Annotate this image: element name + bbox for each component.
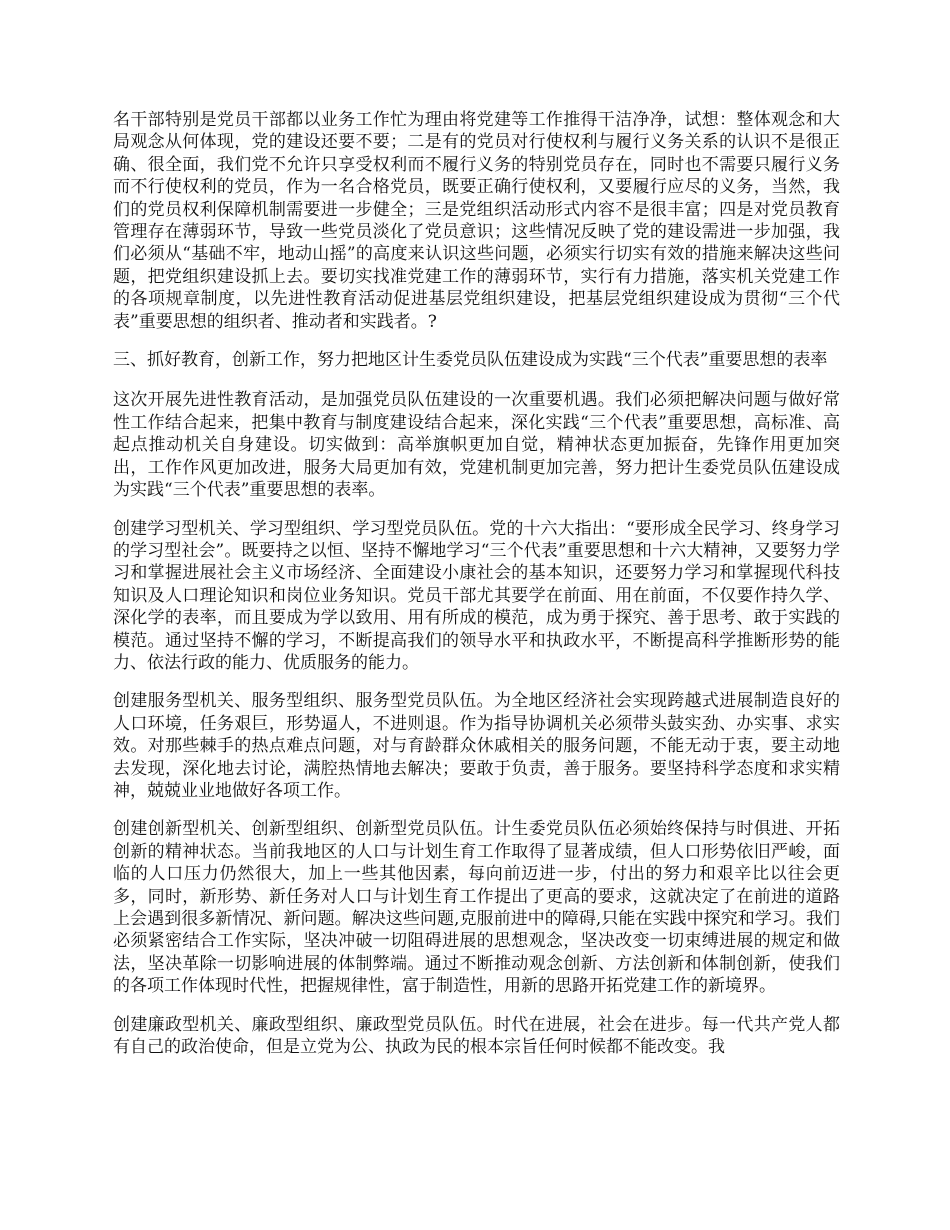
paragraph-learning: 创建学习型机关、学习型组织、学习型党员队伍。党的十六大指出：“要形成全民学习、终身学习的学习型社会”。既要持之以恒、坚持不懈地学习“三个代表”重要思想和十六大精神，又要努力学习和掌握进展社会主义市场经济、全面建设小康社会的基本知识，还要努力学习和掌握现代科技知识及人口理论知识和岗位业务知识。党员干部尤其要学在前面、用在前面，不仅要作持久学、深化学的表率，而且要成为学以致用、用有所成的模范，成为勇于探究、善于思考、敢于实践的模范。通过坚持不懈的学习，不断提高我们的领导水平和执政水平，不断提高科学推断形势的能力、依法行政的能力、优质服务的能力。 <box>113 518 840 673</box>
section-heading: 三、抓好教育，创新工作，努力把地区计生委党员队伍建设成为实践“三个代表”重要思想的表率 <box>113 350 828 371</box>
paragraph-innovation: 创建创新型机关、创新型组织、创新型党员队伍。计生委党员队伍必须始终保持与时俱进、开拓创新的精神状态。当前我地区的人口与计划生育工作取得了显著成绩，但人口形势依旧严峻，面临的人口压力仍然很大，加上一些其他因素，每向前迈进一步，付出的努力和艰辛比以往会更多，同时，新形势、新任务对人口与计划生育工作提出了更高的要求，这就决定了在前进的道路上会遇到很多新情况、新问题。解决这些问题,克服前进中的障碍,只能在实践中探究和学习。我们必须紧密结合工作实际，坚决冲破一切阻碍进展的思想观念，坚决改变一切束缚进展的规定和做法，坚决革除一切影响进展的体制弊端。通过不断推动观念创新、方法创新和体制创新，使我们的各项工作体现时代性，把握规律性，富于制造性，用新的思路开拓党建工作的新境界。 <box>113 819 840 997</box>
document-body <box>113 109 840 1074</box>
paragraph-intro: 这次开展先进性教育活动，是加强党员队伍建设的一次重要机遇。我们必须把解决问题与做好常性工作结合起来，把集中教育与制度建设结合起来，深化实践“三个代表”重要思想，高标准、高起点推动机关自身建设。切实做到：高举旗帜更加自觉，精神状态更加振奋，先锋作用更加突出，工作作风更加改进，服务大局更加有效，党建机制更加完善，努力把计生委党员队伍建设成为实践“三个代表”重要思想的表率。 <box>113 390 840 501</box>
paragraph-integrity: 创建廉政型机关、廉政型组织、廉政型党员队伍。时代在进展，社会在进步。每一代共产党人都有自己的政治使命，但是立党为公、执政为民的根本宗旨任何时候都不能改变。我 <box>113 1014 840 1058</box>
paragraph-service: 创建服务型机关、服务型组织、服务型党员队伍。为全地区经济社会实现跨越式进展制造良好的人口环境，任务艰巨，形势逼人，不进则退。作为指导协调机关必须带头鼓实劲、办实事、求实效。对那些棘手的热点难点问题，对与育龄群众休戚相关的服务问题，不能无动于衷，要主动地去发现，深化地去讨论，满腔热情地去解决；要敢于负责，善于服务。要坚持科学态度和求实精神，兢兢业业地做好各项工作。 <box>113 691 840 801</box>
paragraph-continuation: 名干部特别是党员干部都以业务工作忙为理由将党建等工作推得干洁净净，试想：整体观念和大局观念从何体现，党的建设还要不要；二是有的党员对行使权利与履行义务关系的认识不是很正确、很全面，我们党不允许只享受权利而不履行义务的特别党员存在，同时也不需要只履行义务而不行使权利的党员，作为一名合格党员，既要正确行使权利，又要履行应尽的义务，当然，我们的党员权利保障机制需要进一步健全；三是党组织活动形式内容不是很丰富；四是对党员教育管理存在薄弱环节，导致一些党员淡化了党员意识；这些情况反映了党的建设需进一步加强，我们必须从“基础不牢，地动山摇”的高度来认识这些问题，必须实行切实有效的措施来解决这些问题，把党组织建设抓上去。要切实找准党建工作的薄弱环节，实行有力措施，落实机关党建工作的各项规章制度，以先进性教育活动促进基层党组织建设，把基层党组织建设成为贯彻“三个代表”重要思想的组织者、推动者和实践者。? <box>113 110 840 332</box>
